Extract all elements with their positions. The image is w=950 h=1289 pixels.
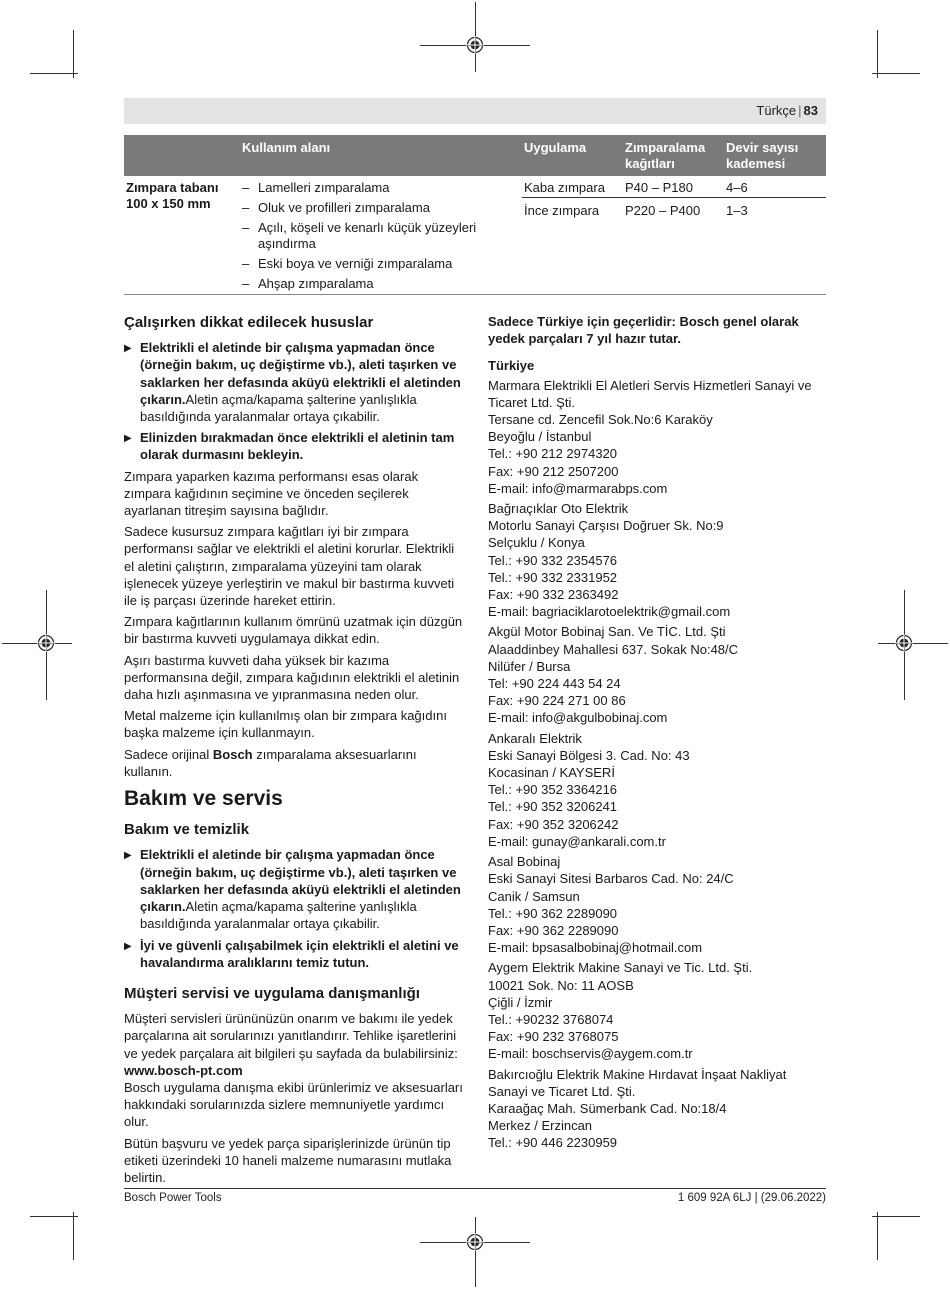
address-line: Tel.: +90 332 2331952 [488,569,618,585]
address-line: Eski Sanayi Sitesi Barbaros Cad. No: 24/C [488,871,734,887]
address-line: E-mail: info@akgulbobinaj.com [488,710,668,726]
address-line: Bağrıaçıklar Oto Elektrik [488,501,629,517]
brand-name: Bosch [212,746,253,762]
list-item: – Oluk ve profilleri zımparalama [242,200,482,216]
address-line: E-mail: boschservis@aygem.com.tr [488,1046,693,1062]
section-title: Müşteri servisi ve uygulama danışmanlığı [124,984,420,1002]
row-divider [522,197,826,198]
left-column [124,314,464,1190]
crop-mark [877,1212,878,1260]
address-line: Tersane cd. Zencefil Sok.No:6 Karaköy [488,412,713,428]
table-row [522,176,826,198]
paragraph: Zımpara kağıtlarının kullanım ömrünü uzatmak için düzgün bir bastırma kuvveti uygulamaya dikkat edin. [124,614,463,647]
address-line: Fax: +90 232 3768075 [488,1029,619,1045]
bullet-bold: Elinizden bırakmadan önce elektrikli el aletinin tam olarak durmasını bekleyin. [140,430,455,463]
paragraph: Aşırı bastırma kuvveti daha yüksek bir kazıma performansına değil, zımpara kağıdının elektrikli el aletinin daha hızlı aşınmasına ve yıpranmasına neden olur. [124,652,460,703]
address-line: Tel.: +90 446 2230959 [488,1135,618,1151]
registration-mark-icon [895,634,913,652]
list-item: – Eski boya ve verniği zımparalama [242,256,482,272]
address-line: Fax: +90 224 271 00 86 [488,693,626,709]
warning-bullet [124,429,464,463]
website-link[interactable]: www.bosch-pt.com [124,1062,243,1078]
address-line: Tel.: +90 352 3364216 [488,782,618,798]
address-line: E-mail: bpsasalbobinaj@hotmail.com [488,940,703,956]
list-item: – Açılı, köşeli ve kenarlı küçük yüzeyleri aşındırma [242,220,482,252]
registration-line [878,643,948,644]
address-block [488,377,826,497]
address-line: Tel.: +90 212 2974320 [488,446,618,462]
address-line: Asal Bobinaj [488,854,561,870]
address-line: E-mail: info@marmarabps.com [488,480,668,496]
application-name: Kaba zımpara [524,180,605,195]
address-line: Aygem Elektrik Makine Sanayi ve Tic. Ltd. Şti. [488,960,753,976]
bullet-text: Aletin açma/kapama şalterine yanlışlıkla basıldığında yaralanmalar ortaya çıkabilir. [140,391,417,425]
address-line: Fax: +90 212 2507200 [488,463,619,479]
address-line: Canik / Samsun [488,888,580,904]
paragraph: Bütün başvuru ve yedek parça siparişlerinizde ürünün tip etiketi üzerindeki 10 haneli malzeme numarasını mutlaka belirtin. [124,1135,452,1185]
address-line: Tel.: +90 332 2354576 [488,552,618,568]
bullet-bold: İyi ve güvenli çalışabilmek için elektrikli el aletini ve havalandırma aralıklarını temiz tutun. [140,937,459,970]
crop-mark [73,1212,74,1260]
address-line: E-mail: gunay@ankarali.com.tr [488,833,666,849]
list-item: – Lamelleri zımparalama [242,180,482,196]
header-language: Türkçe [756,103,797,118]
row-label-line: Zımpara tabanı [126,180,219,195]
row-label-line: 100 x 150 mm [126,196,211,211]
address-line: Motorlu Sanayi Çarşısı Doğruer Sk. No:9 [488,518,724,534]
crop-mark [73,30,74,78]
usage-list [242,180,482,296]
section-title: Çalışırken dikkat edilecek hususlar [124,314,374,331]
header-page-number: 83 [803,103,818,118]
registration-mark-icon [466,1233,484,1251]
table-bottom-rule [124,294,826,295]
address-line: Alaaddinbey Mahallesi 637. Sokak No:48/C [488,641,739,657]
address-line: Bakırcıoğlu Elektrik Makine Hırdavat İnşaat Nakliyat Sanayi ve Ticaret Ltd. Şti. [488,1066,787,1099]
address-line: Fax: +90 362 2289090 [488,922,619,938]
address-block [488,623,826,726]
paragraph [124,1010,464,1079]
address-list [488,377,826,1152]
header-usage: Kullanım alanı [242,140,331,155]
address-line: Marmara Elektrikli El Aletleri Servis Hizmetleri Sanayi ve Ticaret Ltd. Şti. [488,377,812,410]
paragraph: Bosch uygulama danışma ekibi ürünlerimiz ve aksesuarları hakkındaki sorularınızda sizlere memnuniyetle yardımcı olur. [124,1079,463,1130]
registration-line [475,1217,476,1287]
country-heading: Türkiye [488,358,535,374]
address-line: Merkez / Erzincan [488,1118,593,1134]
table-header [124,135,826,176]
address-line: Akgül Motor Bobinaj San. Ve TİC. Ltd. Şti [488,624,726,640]
crop-mark [30,1216,78,1217]
address-line: Fax: +90 332 2363492 [488,587,619,603]
address-block [488,959,826,1062]
page-header [124,98,826,124]
address-line: Çiğli / İzmir [488,994,553,1010]
row-label [126,180,218,212]
address-block [488,500,826,620]
application-name: İnce zımpara [524,203,600,218]
address-block [488,853,826,956]
paragraph: Metal malzeme için kullanılmış olan bir zımpara kağıdını başka malzeme için kullanmayın. [124,708,447,741]
text-run: zımparalama aksesuarlarını kullanın. [124,746,417,779]
address-line: Kocasinan / KAYSERİ [488,765,615,781]
footer-left: Bosch Power Tools [124,1192,222,1204]
registration-mark-icon [37,634,55,652]
chapter-title: Bakım ve servis [124,787,283,811]
paragraph: Sadece kusursuz zımpara kağıtları iyi bir zımpara performansı sağlar ve elektrikli el aletini korurlar. Elektrikli el aletini çalıştırın, zımparalama yüzeyini tam olarak işlenecek yüzeye yerleştirin ve makul bir bastırma kuvveti ile iş parçası üzerinde hareket ettirin. [124,524,455,609]
intro-text: Sadece Türkiye için geçerlidir: Bosch genel olarak yedek parçaları 7 yıl hazır tutar. [488,314,799,347]
address-line: Tel: +90 224 443 54 24 [488,676,621,692]
table-row [522,199,826,221]
footer-rule [124,1188,826,1189]
bullet-text: Aletin açma/kapama şalterine yanlışlıkla basıldığında yaralanmalar ortaya çıkabilir. [140,899,417,932]
address-line: Ankaralı Elektrik [488,730,582,746]
speed-setting: 1–3 [726,203,748,218]
text-run: Sadece orijinal [124,746,213,762]
address-line: 10021 Sok. No: 11 AOSB [488,977,634,993]
address-line: Fax: +90 352 3206242 [488,816,619,832]
page-number: Türkçe | 83 [756,103,818,118]
paper-grit: P220 – P400 [625,203,701,218]
section-title: Bakım ve temizlik [124,821,250,839]
paragraph [124,746,464,780]
crop-mark [877,30,878,78]
crop-mark [30,73,78,74]
warning-bullet [124,846,464,932]
address-line: Tel.: +90 362 2289090 [488,905,618,921]
right-column [488,313,826,1155]
address-line: Karaağaç Mah. Sümerbank Cad. No:18/4 [488,1100,727,1116]
address-line: Tel.: +90232 3768074 [488,1011,614,1027]
address-line: Eski Sanayi Bölgesi 3. Cad. No: 43 [488,747,690,763]
address-line: Beyoğlu / İstanbul [488,429,592,445]
header-speed: Devir sayısı kademesi [726,140,799,171]
crop-mark [872,1216,920,1217]
address-block [488,1066,826,1152]
paragraph: Zımpara yaparken kazıma performansı esas olarak zımpara kağıdının seçimine ve önceden seçilerek ayarlanan titreşim sayısına bağlıdır. [124,468,419,519]
speed-setting: 4–6 [726,180,748,195]
address-line: Tel.: +90 352 3206241 [488,799,618,815]
footer-right: 1 609 92A 6LJ | (29.06.2022) [677,1192,826,1204]
address-line: E-mail: bagriaciklarotoelektrik@gmail.com [488,604,731,620]
bullet-bold: Elektrikli el aletinde bir çalışma yapmadan önce (örneğin bakım, uç değiştirme vb.), aleti taşırken ve saklarken her defasında aküyü elektrikli el aletinden çıkarın. [140,340,461,407]
warning-bullet [124,937,464,971]
address-line: Selçuklu / Konya [488,535,585,551]
header-application: Uygulama [524,140,587,155]
crop-mark [872,73,920,74]
header-paper: Zımparalama kağıtları [625,140,706,171]
paper-grit: P40 – P180 [625,180,693,195]
list-item: – Ahşap zımparalama [242,276,482,292]
address-line: Nilüfer / Bursa [488,658,571,674]
registration-mark-icon [466,36,484,54]
bullet-bold: Elektrikli el aletinde bir çalışma yapmadan önce (örneğin bakım, uç değiştirme vb.), aleti taşırken ve saklarken her defasında aküyü elektrikli el aletinden çıkarın. [140,847,461,915]
address-block [488,730,826,850]
warning-bullet [124,339,464,425]
text-run: Müşteri servisleri ürününüzün onarım ve bakımı ile yedek parçalarına ait sorularınızı yanıtlandırır. Tehlike işaretlerini ve yedek parçalara ait bilgileri şu sayfada da bulabilirsiniz: [124,1011,458,1061]
